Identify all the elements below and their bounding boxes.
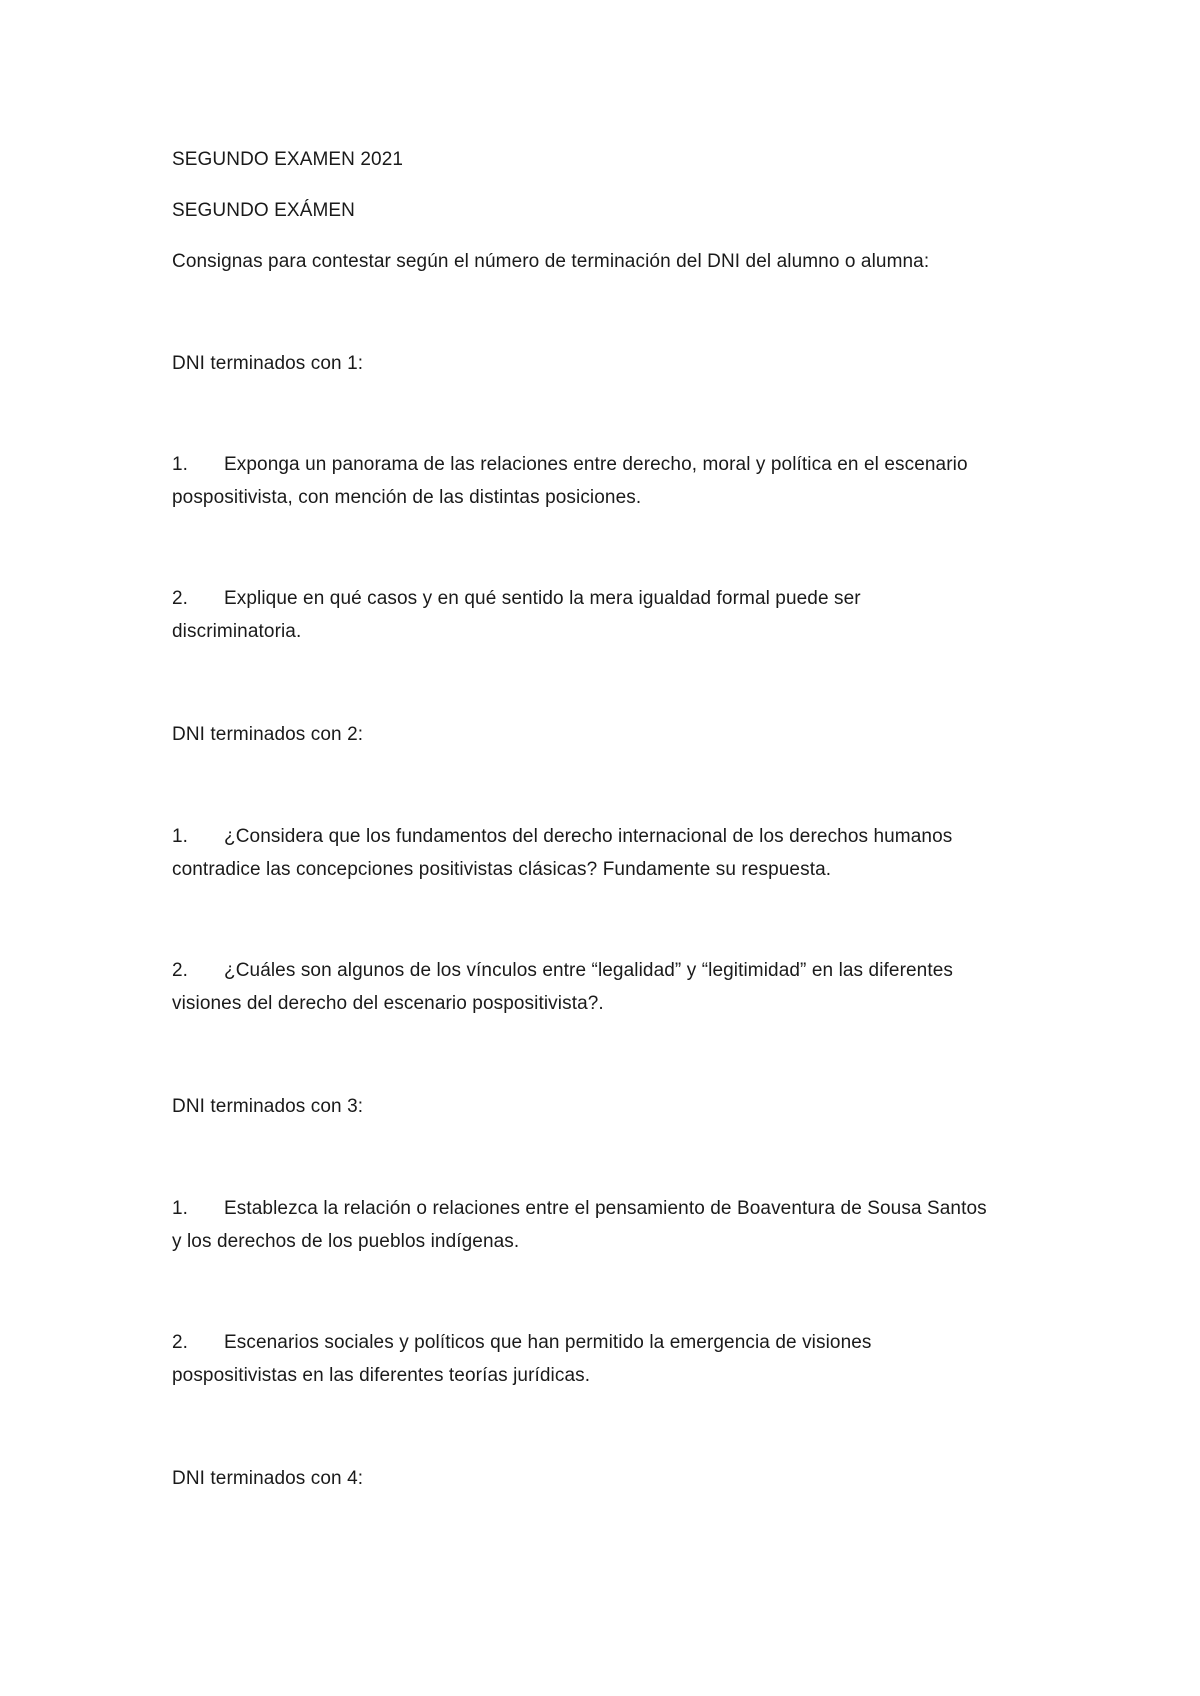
question-text-continued: discriminatoria. <box>172 621 302 642</box>
question-text-continued: visiones del derecho del escenario pospositivista?. <box>172 993 604 1014</box>
question-number: 2. <box>172 960 189 981</box>
question-text-continued: pospositivista, con mención de las distintas posiciones. <box>172 487 642 508</box>
question-3-1 <box>172 1192 1032 1258</box>
question-number: 2. <box>172 1332 189 1353</box>
section-heading-dni-2: DNI terminados con 2: <box>172 724 364 745</box>
question-text: Escenarios sociales y políticos que han permitido la emergencia de visiones <box>224 1332 872 1353</box>
question-text-continued: contradice las concepciones positivistas clásicas? Fundamente su respuesta. <box>172 859 832 880</box>
question-1-2 <box>172 582 1032 648</box>
question-2-2 <box>172 954 1032 1020</box>
question-text: ¿Considera que los fundamentos del derecho internacional de los derechos humanos <box>224 826 953 847</box>
question-text: Establezca la relación o relaciones entre el pensamiento de Boaventura de Sousa Santos <box>224 1198 987 1219</box>
instructions-text: Consignas para contestar según el número de terminación del DNI del alumno o alumna: <box>172 251 930 272</box>
question-3-2 <box>172 1326 1032 1392</box>
question-text-continued: y los derechos de los pueblos indígenas. <box>172 1231 520 1252</box>
question-number: 2. <box>172 588 189 609</box>
question-text: ¿Cuáles son algunos de los vínculos entre “legalidad” y “legitimidad” en las diferentes <box>224 960 953 981</box>
question-number: 1. <box>172 826 189 847</box>
question-number: 1. <box>172 454 189 475</box>
question-1-1 <box>172 448 1032 514</box>
question-text: Exponga un panorama de las relaciones entre derecho, moral y política en el escenario <box>224 454 968 475</box>
document-title: SEGUNDO EXAMEN 2021 <box>172 149 404 170</box>
document-subtitle: SEGUNDO EXÁMEN <box>172 200 355 221</box>
section-heading-dni-1: DNI terminados con 1: <box>172 353 364 374</box>
section-heading-dni-3: DNI terminados con 3: <box>172 1096 364 1117</box>
question-text-continued: pospositivistas en las diferentes teorías jurídicas. <box>172 1365 591 1386</box>
section-heading-dni-4: DNI terminados con 4: <box>172 1468 364 1489</box>
question-text: Explique en qué casos y en qué sentido la mera igualdad formal puede ser <box>224 588 861 609</box>
question-2-1 <box>172 820 1032 886</box>
question-number: 1. <box>172 1198 189 1219</box>
